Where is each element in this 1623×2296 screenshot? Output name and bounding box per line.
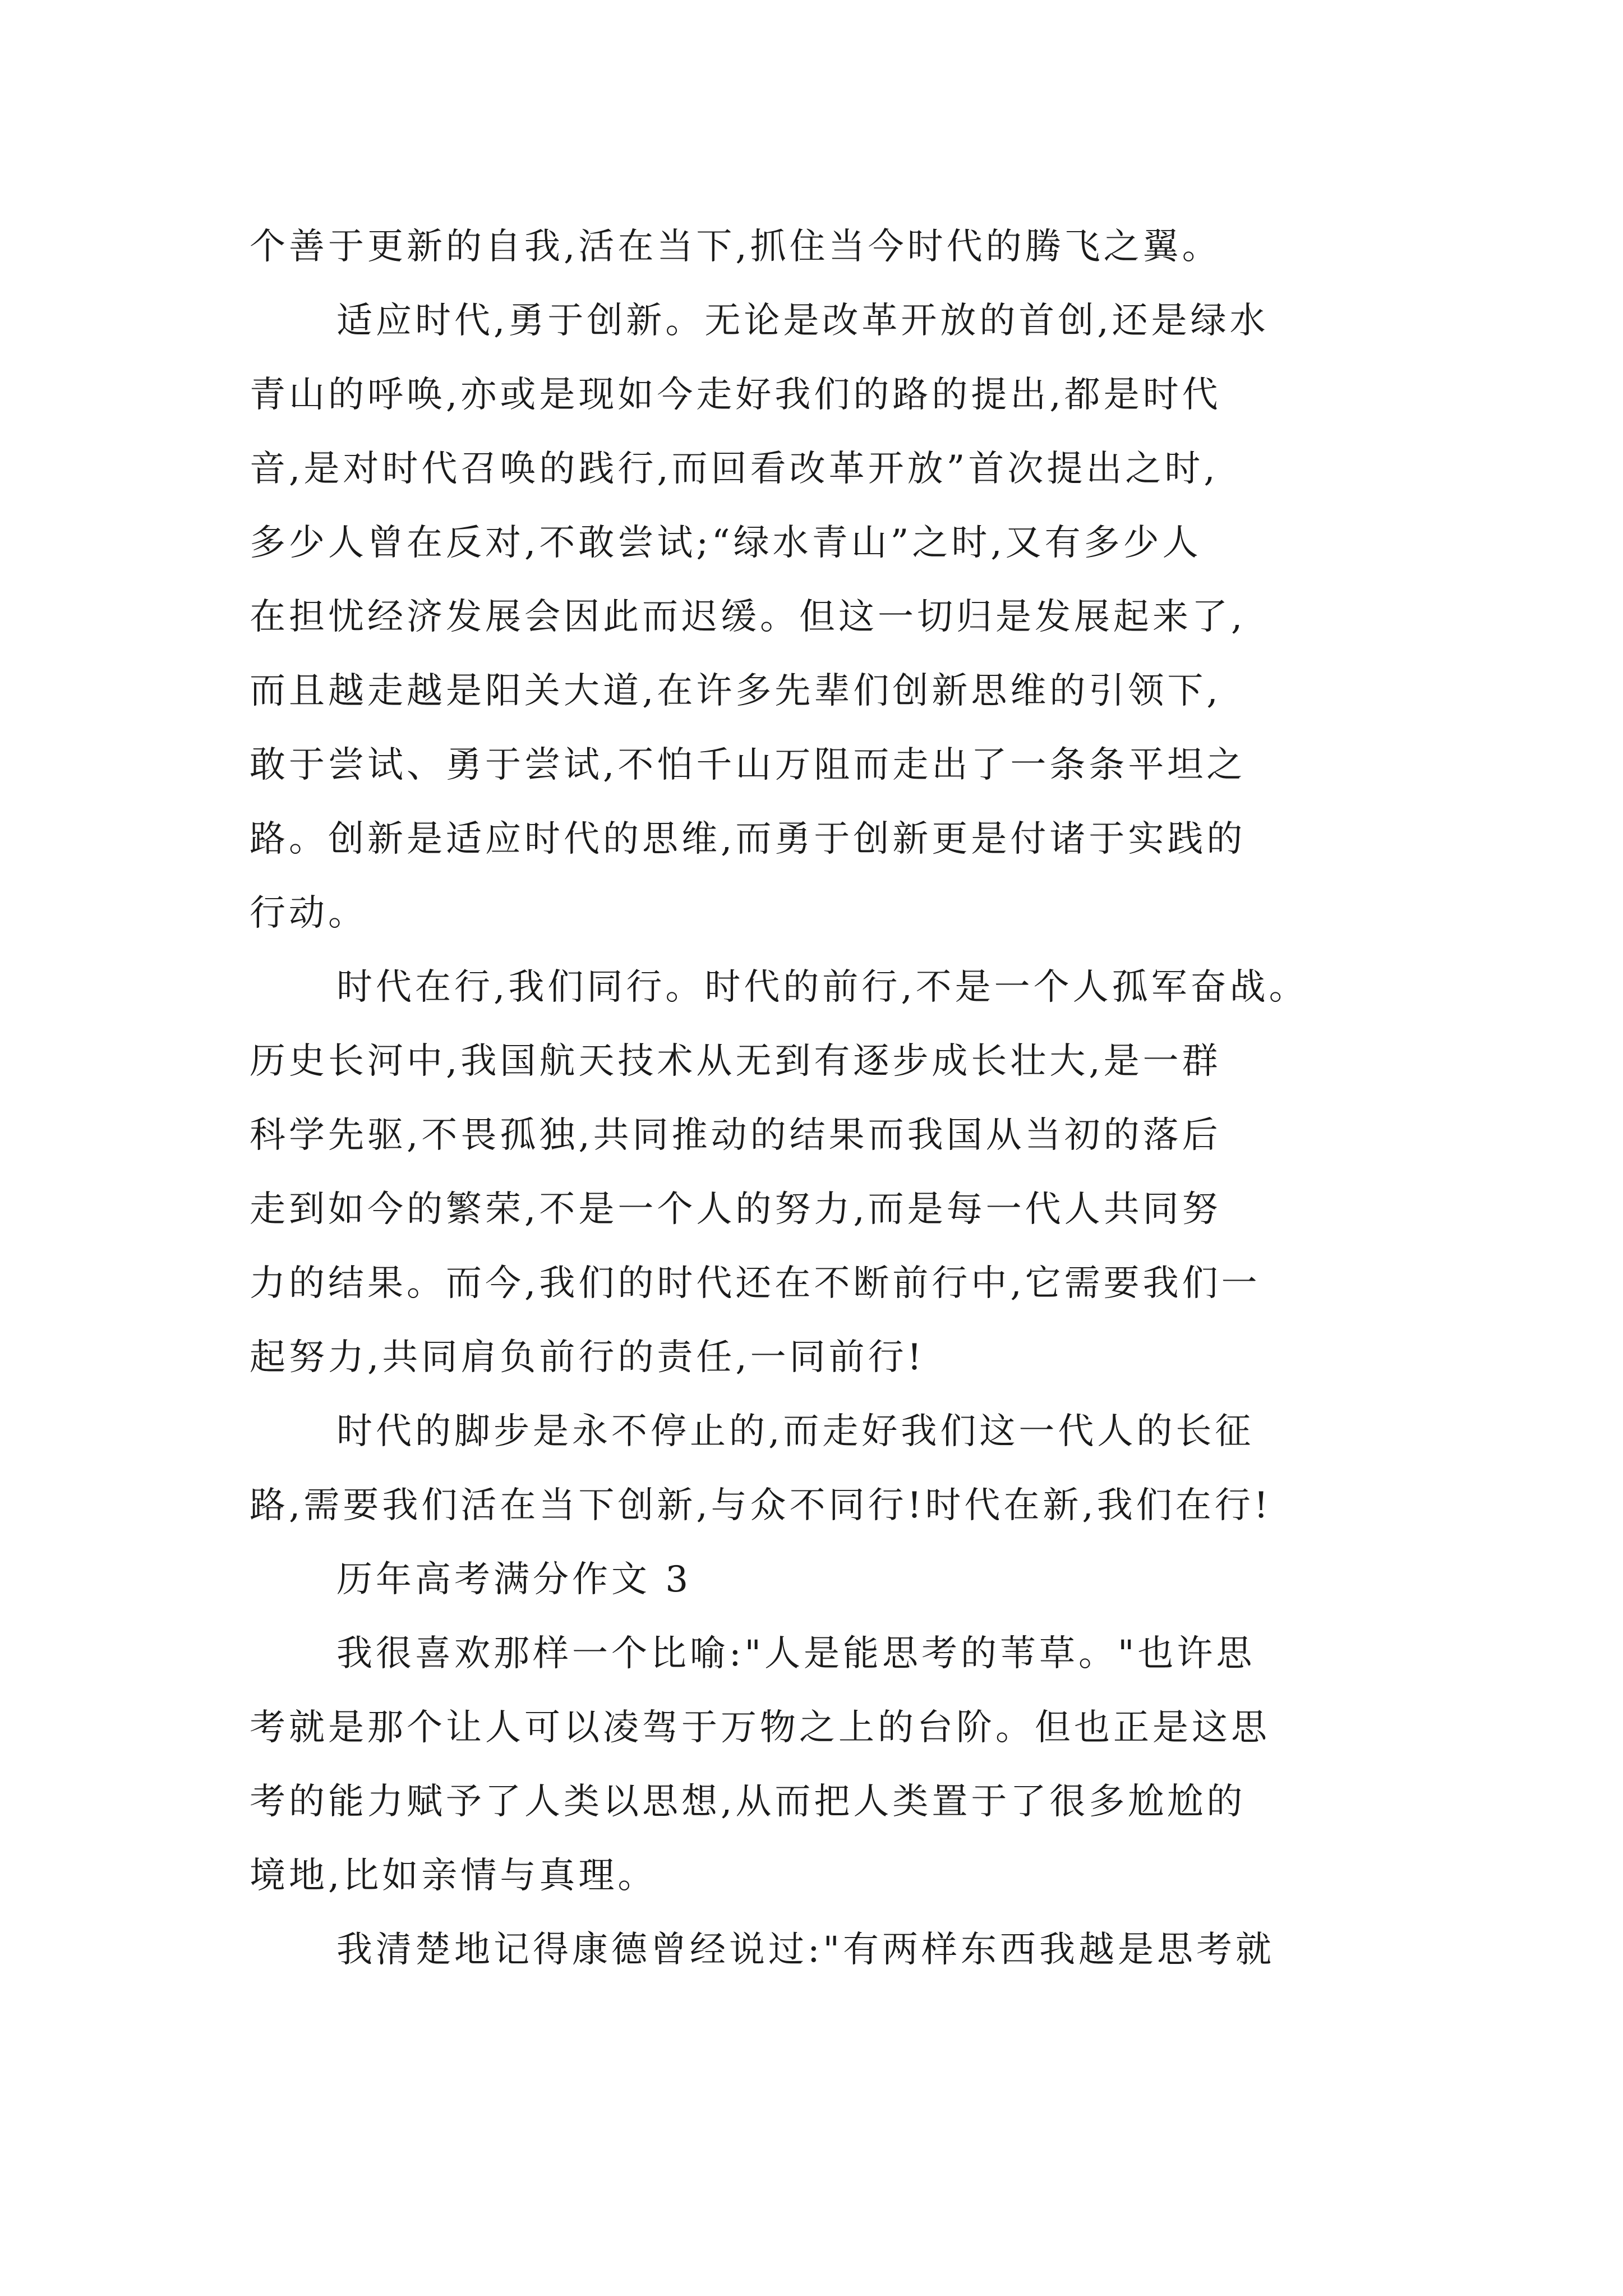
text-line: 力的结果。而今,我们的时代还在不断前行中,它需要我们一 xyxy=(250,1263,1261,1304)
text-line: 音,是对时代召唤的践行,而回看改革开放”首次提出之时, xyxy=(250,448,1219,490)
text-line: 走到如今的繁荣,不是一个人的努力,而是每一代人共同努 xyxy=(250,1189,1221,1230)
paragraph-start: 时代的脚步是永不停止的,而走好我们这一代人的长征 xyxy=(336,1411,1255,1452)
text-line: 路,需要我们活在当下创新,与众不同行!时代在新,我们在行! xyxy=(250,1485,1272,1526)
paragraph-start: 我很喜欢那样一个比喻:"人是能思考的苇草。"也许思 xyxy=(336,1633,1256,1674)
text-line: 敢于尝试、勇于尝试,不怕千山万阻而走出了一条条平坦之 xyxy=(250,744,1246,786)
text-line: 起努力,共同肩负前行的责任,一同前行! xyxy=(250,1337,925,1378)
text-line: 个善于更新的自我,活在当下,抓住当今时代的腾飞之翼。 xyxy=(250,226,1221,268)
text-line: 行动。 xyxy=(250,892,367,934)
text-line: 青山的呼唤,亦或是现如今走好我们的路的提出,都是时代 xyxy=(250,374,1221,416)
text-line: 而且越走越是阳关大道,在许多先辈们创新思维的引领下, xyxy=(250,670,1221,712)
text-line: 在担忧经济发展会因此而迟缓。但这一切归是发展起来了, xyxy=(250,596,1246,638)
paragraph-start: 时代在行,我们同行。时代的前行,不是一个人孤军奋战。 xyxy=(336,967,1308,1008)
text-line: 境地,比如亲情与真理。 xyxy=(250,1855,657,1897)
text-line: 路。创新是适应时代的思维,而勇于创新更是付诸于实践的 xyxy=(250,818,1246,860)
text-line: 科学先驱,不畏孤独,共同推动的结果而我国从当初的落后 xyxy=(250,1115,1221,1156)
paragraph-start: 我清楚地记得康德曾经说过:"有两样东西我越是思考就 xyxy=(336,1929,1275,1971)
section-heading: 历年高考满分作文 3 xyxy=(336,1559,692,1600)
text-line: 考的能力赋予了人类以思想,从而把人类置于了很多尬尬的 xyxy=(250,1781,1246,1823)
paragraph-start: 适应时代,勇于创新。无论是改革开放的首创,还是绿水 xyxy=(336,300,1269,342)
text-line: 历史长河中,我国航天技术从无到有逐步成长壮大,是一群 xyxy=(250,1041,1221,1082)
text-line: 考就是那个让人可以凌驾于万物之上的台阶。但也正是这思 xyxy=(250,1707,1270,1749)
text-line: 多少人曾在反对,不敢尝试;“绿水青山”之时,又有多少人 xyxy=(250,522,1202,564)
